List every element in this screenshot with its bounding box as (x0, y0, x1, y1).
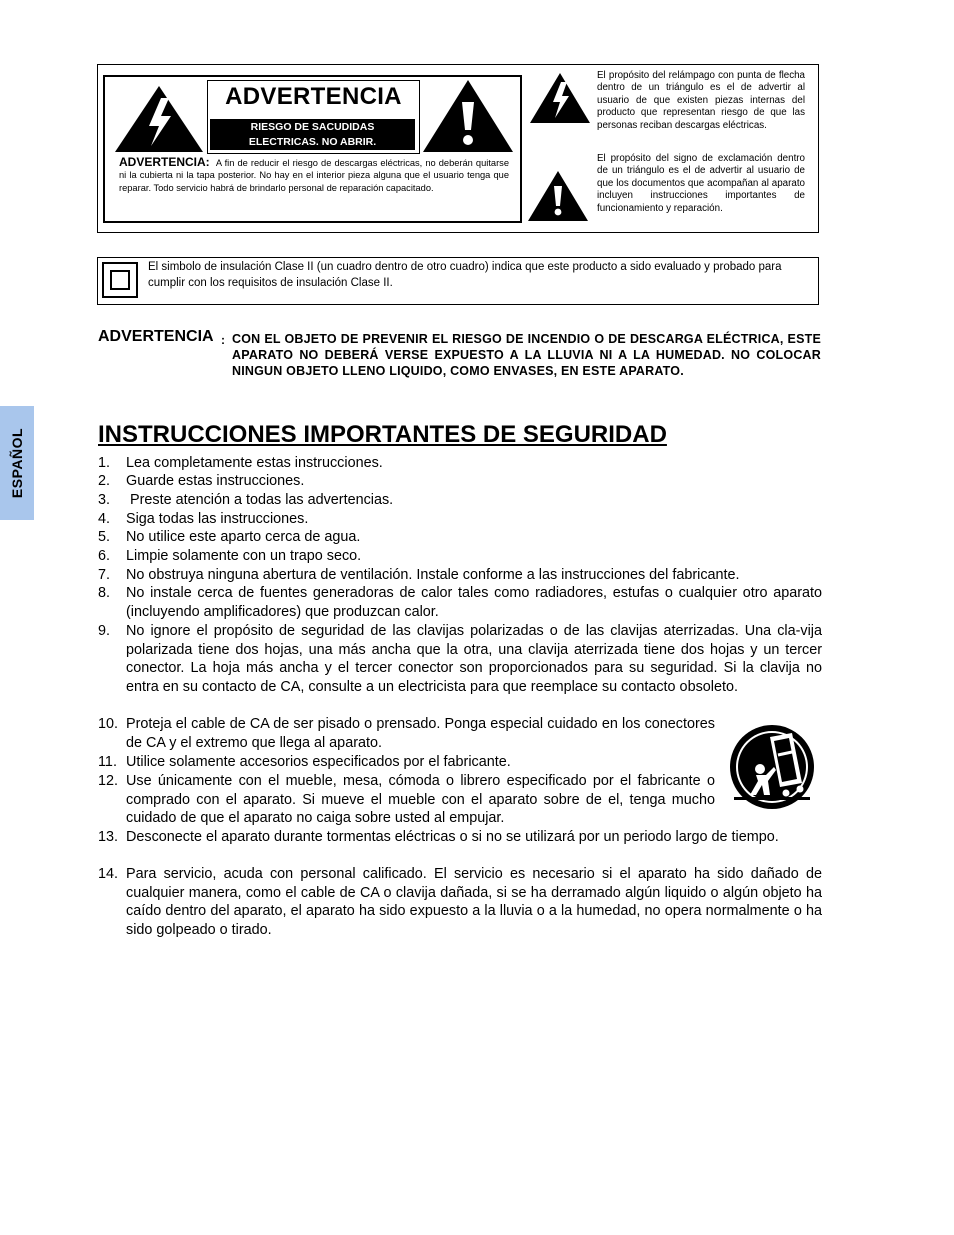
list-item: 13. Desconecte el aparato durante tormentas eléctricas o si no se utilizará por un periodo largo de tiempo. (98, 829, 779, 845)
list-item: 14. Para servicio, acuda con personal calificado. El servicio es necesario si el aparato ha sido dañado de cualquier manera, como el cable de CA o clavija dañada, si se ha derramado algún liquido o algún objeto ha caído dentro del aparato, el aparato ha sido expuesto a la lluvia o a la humedad, no opera normalmente o ha sido golpeado o tirado. (98, 866, 822, 938)
list-item: 7. No obstruya ninguna abertura de ventilación. Instale conforme a las instrucciones del fabricante. (98, 567, 740, 583)
exclamation-triangle-small-icon (527, 170, 589, 222)
list-item: 1. Lea completamente estas instrucciones. (98, 455, 383, 471)
lightning-triangle-icon (113, 84, 205, 154)
warning-title-box (207, 80, 420, 154)
fire-warning-text: CON EL OBJETO DE PREVENIR EL RIESGO DE INCENDIO O DE DESCARGA ELÉCTRICA, ESTE APARATO NO DEBERÁ VERSE EXPUESTO A LA LLUVIA NI A LA HUMEDAD. NO COLOCAR NINGUN OBJETO LLENO LIQUIDO, COMO ENVASES, EN ESTE APARATO. (232, 332, 821, 378)
cart-tipover-icon (726, 723, 818, 811)
warning-notice-label: ADVERTENCIA: (119, 155, 210, 169)
shock-risk-line-2: ELECTRICAS. NO ABRIR. (248, 136, 377, 148)
warning-title: ADVERTENCIA (225, 83, 402, 110)
class2-notice-text: El simbolo de insulación Clase II (un cuadro dentro de otro cuadro) indica que este producto a sido evaluado y probado para cumplir con los requisitos de insulación Clase II. (148, 261, 782, 289)
list-item: 12. Use únicamente con el mueble, mesa, cómoda o librero especificado por el fabricante o comprado con el aparato. Si mueve el mueble con el aparato sobre de el, tenga mucho cuidado de que el aparato no caiga sobre usted al empujar. (98, 773, 715, 827)
list-item: 8. No instale cerca de fuentes generadoras de calor tales como radiadores, estufas o cualquier otro aparato (incluyendo amplificadores) que produzcan calor. (98, 585, 822, 620)
exclamation-description: El propósito del signo de exclamación dentro de un triángulo es el de advertir al usuario de que los documentos que acompañan al aparato incluyen instrucciones importantes de funcionamiento y reparación. (597, 153, 805, 214)
lightning-description: El propósito del relámpago con punta de flecha dentro de un triángulo es el de advertir al usuario de que existen piezas internas del producto que representan riesgo de que las personas reciban descargas eléctricas. (597, 70, 805, 131)
list-item: 10. Proteja el cable de CA de ser pisado o prensado. Ponga especial cuidado en los conectores de CA y el extremo que llega al aparato. (98, 716, 715, 751)
double-square-icon (102, 262, 138, 298)
shock-risk-line-1: RIESGO DE SACUDIDAS (250, 121, 375, 133)
list-item: 5. No utilice este aparto cerca de agua. (98, 529, 361, 545)
warning-notice-text: A fin de reducir el riesgo de descargas eléctricas, no deberán quitarse ni la cubierta ni la tapa posterior. No hay en el interior pieza alguna que el usuario tenga que reparar. Todo servicio habrá de brindarlo personal de reparación capacitado. (119, 158, 509, 193)
list-item: 2. Guarde estas instrucciones. (98, 473, 305, 489)
fire-warning-colon: : (221, 333, 225, 347)
list-item: 11. Utilice solamente accesorios especificados por el fabricante. (98, 754, 511, 770)
warning-notice (119, 156, 509, 194)
list-item: 4. Siga todas las instrucciones. (98, 511, 309, 527)
safety-instructions-heading: INSTRUCCIONES IMPORTANTES DE SEGURIDAD (98, 421, 667, 448)
language-tab (0, 406, 34, 520)
fire-warning-label: ADVERTENCIA (98, 328, 214, 345)
list-item: 6. Limpie solamente con un trapo seco. (98, 548, 362, 564)
lightning-triangle-small-icon (529, 72, 591, 124)
language-tab-label: ESPAÑOL (9, 427, 25, 499)
shock-risk-banner (210, 119, 415, 150)
exclamation-triangle-icon (421, 78, 515, 154)
list-item: 9. No ignore el propósito de seguridad de las clavijas polarizadas o de las clavijas aterrizadas. Una cla-vija polarizada tiene dos hojas, una más ancha que la otra, una clavija aterrizada tiene dos hojas y un tercer conector. La hoja más ancha y el tercer conector son proporcionados para su seguridad. Si la clavija no entra en su contacto de CA, consulte a un electricista para que reemplace su contacto obsoleto. (98, 623, 822, 695)
list-item: 3. Preste atención a todas las advertencias. (98, 492, 394, 508)
